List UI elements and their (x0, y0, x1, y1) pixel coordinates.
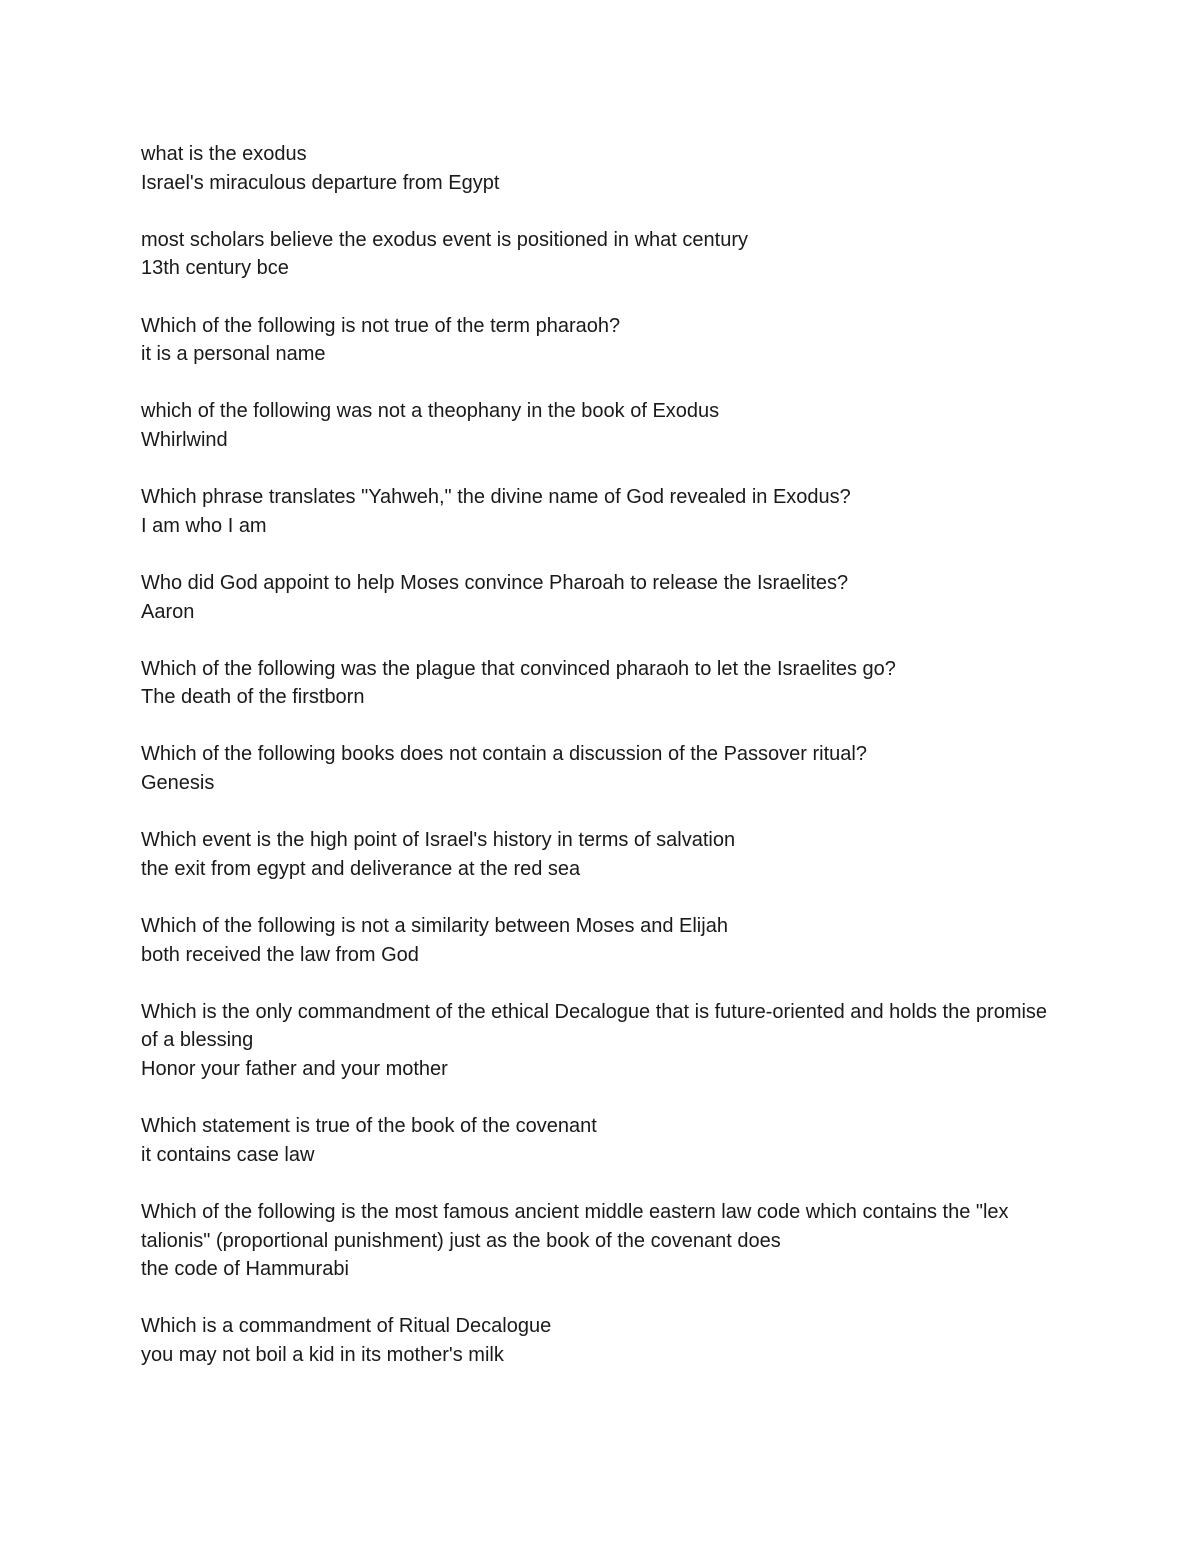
answer-text: Honor your father and your mother (141, 1058, 448, 1080)
answer-text: the exit from egypt and deliverance at the red sea (141, 857, 581, 880)
answer-text: Genesis (141, 772, 215, 795)
answer-text: Whirlwind (141, 428, 228, 451)
qa-item (141, 1112, 1061, 1169)
qa-item (141, 912, 1061, 969)
answer-text: you may not boil a kid in its mother's milk (141, 1343, 504, 1366)
answer-text: 13th century bce (141, 257, 289, 280)
question-text: Which event is the high point of Israel's history in terms of salvation (141, 829, 736, 852)
document-page (141, 140, 1061, 1398)
question-text: which of the following was not a theophany in the book of Exodus (141, 400, 720, 423)
qa-item (141, 998, 1061, 1084)
question-text: Which statement is true of the book of the covenant (141, 1115, 597, 1138)
answer-text: I am who I am (141, 514, 267, 537)
answer-text: it contains case law (141, 1143, 315, 1166)
qa-item (141, 826, 1061, 883)
question-text: Which of the following books does not contain a discussion of the Passover ritual? (141, 743, 867, 766)
answer-text: both received the law from God (141, 943, 419, 966)
qa-item (141, 312, 1061, 369)
question-text: Which of the following is the most famous ancient middle eastern law code which contains the "lex talionis" (proportional punishment) just as the book of the covenant does (141, 1200, 1009, 1252)
question-text: Which phrase translates "Yahweh," the divine name of God revealed in Exodus? (141, 486, 851, 509)
qa-item (141, 1312, 1061, 1369)
qa-item (141, 655, 1061, 712)
qa-item (141, 397, 1061, 454)
qa-item (141, 740, 1061, 797)
question-text: most scholars believe the exodus event is positioned in what century (141, 228, 749, 251)
qa-item (141, 226, 1061, 283)
answer-text: Israel's miraculous departure from Egypt (141, 171, 500, 194)
qa-item (141, 483, 1061, 540)
qa-item (141, 140, 1061, 197)
question-text: Which of the following is not a similarity between Moses and Elijah (141, 915, 728, 938)
question-text: Which is a commandment of Ritual Decalogue (141, 1315, 552, 1338)
answer-text: it is a personal name (141, 343, 326, 366)
answer-text: The death of the firstborn (141, 686, 365, 709)
question-text: Which of the following was the plague that convinced pharaoh to let the Israelites go? (141, 657, 896, 680)
qa-item (141, 569, 1061, 626)
question-text: Which is the only commandment of the ethical Decalogue that is future-oriented and holds the promise of a blessing (141, 1000, 1048, 1052)
question-text: what is the exodus (141, 143, 307, 165)
question-text: Who did God appoint to help Moses convince Pharoah to release the Israelites? (141, 571, 849, 594)
qa-item (141, 1198, 1061, 1284)
question-text: Which of the following is not true of the term pharaoh? (141, 314, 621, 337)
answer-text: the code of Hammurabi (141, 1258, 349, 1281)
answer-text: Aaron (141, 600, 195, 623)
